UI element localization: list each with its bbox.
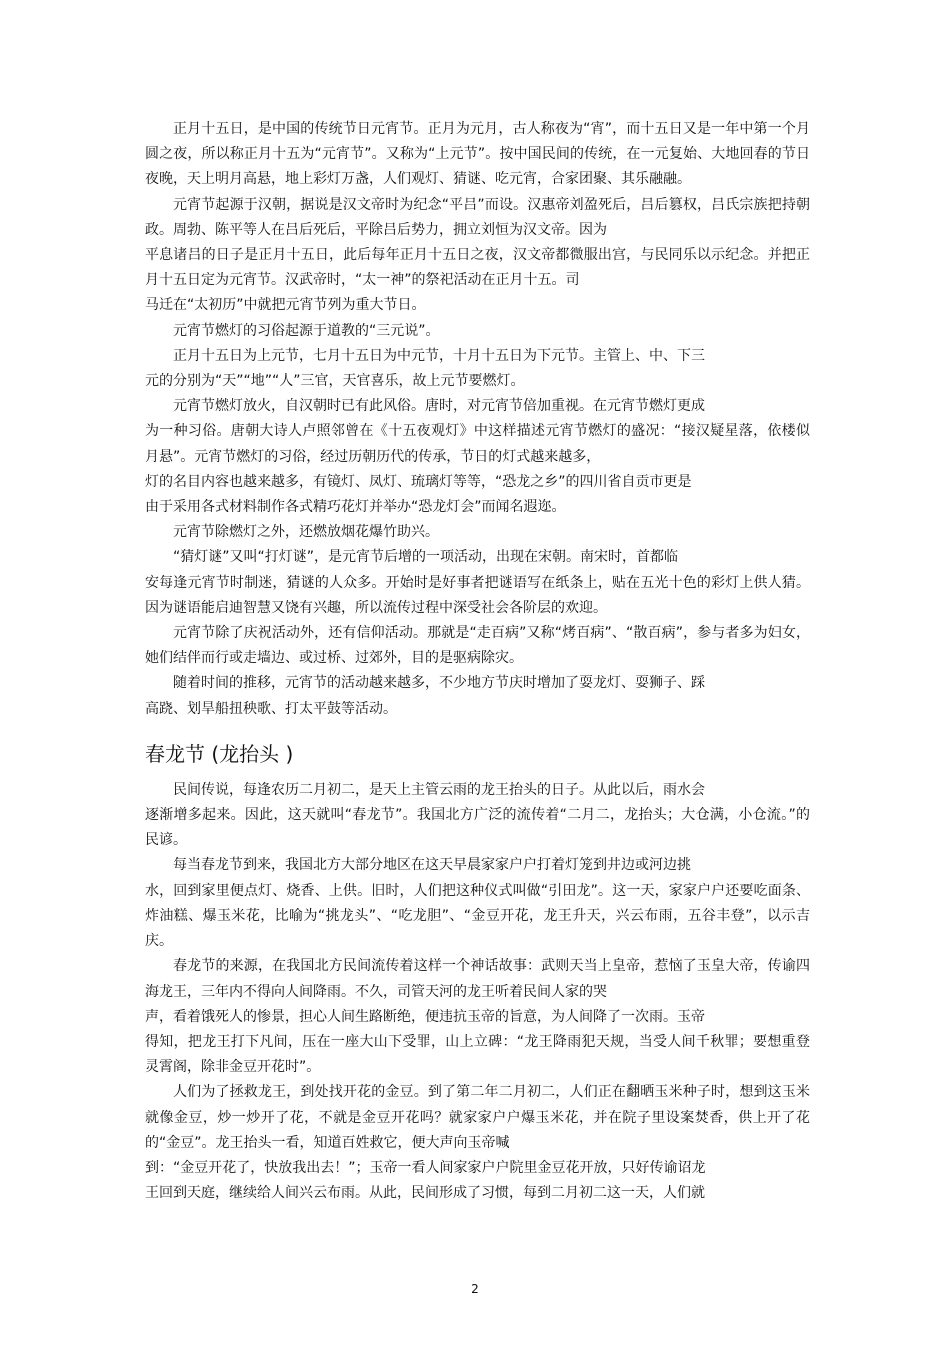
paragraph: 元宵节起源于汉朝，据说是汉文帝时为纪念“平吕”而设。汉惠帝刘盈死后，吕后篡权，吕氏宗族把持朝政。周勃、陈平等人在吕后死后，平除吕后势力，拥立刘恒为汉文帝。因为 平息诸吕的日子是正月十五日，此后每年正月十五日之夜，汉文帝都微服出宫，与民同乐以示纪念。并把正月十五日定为元宵节。汉武帝时，“太一神”的祭祀活动在正月十五。司 马迁在“太初历”中就把元宵节列为重大节日。 — [145, 196, 810, 314]
paragraph: 人们为了拯救龙王，到处找开花的金豆。到了第二年二月初二，人们正在翻晒玉米种子时，想到这玉米就像金豆，炒一炒开了花，不就是金豆开花吗？就家家户户爆玉米花，并在院子里设案焚香，供上开了花的“金豆”。龙王抬头一看，知道百姓救它，便大声向玉帝喊 到：“金豆开花了，快放我出去！”；玉帝一看人间家家户户院里金豆花开放，只好传谕诏龙 王回到天庭，继续给人间兴云布雨。从此，民间形成了习惯，每到二月初二这一天，人们就 — [145, 1084, 810, 1202]
body-text — [145, 117, 810, 1206]
paragraph: “猜灯谜”又叫“打灯谜”，是元宵节后增的一项活动，出现在宋朝。南宋时，首都临 安每逢元宵节时制迷，猜谜的人众多。开始时是好事者把谜语写在纸条上，贴在五光十色的彩灯上供人猜。因为谜语能启迪智慧又饶有兴趣，所以流传过程中深受社会各阶层的欢迎。 — [145, 549, 810, 616]
paragraph: 元宵节除了庆祝活动外，还有信仰活动。那就是“走百病”又称“烤百病”、“散百病”，参与者多为妇女，她们结伴而行或走墙边、或过桥、过郊外，目的是驱病除灾。 — [145, 625, 810, 667]
paragraph: 春龙节的来源，在我国北方民间流传着这样一个神话故事：武则天当上皇帝，惹恼了玉皇大帝，传谕四海龙王，三年内不得向人间降雨。不久，司管天河的龙王听着民间人家的哭 声，看着饿死人的惨景，担心人间生路断绝，便违抗玉帝的旨意，为人间降了一次雨。玉帝 得知，把龙王打下凡间，压在一座大山下受罪，山上立碑：“龙王降雨犯天规，当受人间千秋罪；要想重登灵霄阁，除非金豆开花时”。 — [145, 958, 810, 1076]
paragraph: 正月十五日为上元节，七月十五日为中元节，十月十五日为下元节。主管上、中、下三 元的分别为“天”“地”“人”三官，天官喜乐，故上元节要燃灯。 — [145, 347, 705, 390]
paragraph: 民间传说，每逢农历二月初二，是天上主管云雨的龙王抬头的日子。从此以后，雨水会 逐渐增多起来。因此，这天就叫“春龙节”。我国北方广泛的流传着“二月二，龙抬头；大仓满，小仓流。”的民谚。 — [145, 781, 810, 849]
paragraph: 元宵节燃灯的习俗起源于道教的“三元说”。 — [173, 322, 440, 339]
section-heading: 春龙节 (龙抬头 ) — [145, 741, 294, 766]
paragraph: 随着时间的推移，元宵节的活动越来越多，不少地方节庆时增加了耍龙灯、耍狮子、踩 高跷、划旱船扭秧歌、打太平鼓等活动。 — [145, 675, 705, 717]
paragraph: 元宵节除燃灯之外，还燃放烟花爆竹助兴。 — [173, 524, 439, 541]
paragraph: 元宵节燃灯放火，自汉朝时已有此风俗。唐时，对元宵节倍加重视。在元宵节燃灯更成 为一种习俗。唐朝大诗人卢照邻曾在《十五夜观灯》中这样描述元宵节燃灯的盛况：“接汉疑星落，依楼似月悬”。元宵节燃灯的习俗，经过历朝历代的传承，节日的灯式越来越多， 灯的名目内容也越来越多，有镜灯、凤灯、琉璃灯等等，“恐龙之乡”的四川省自贡市更是 由于采用各式材料制作各式精巧花灯并举办“恐龙灯会”而闻名遐迩。 — [145, 398, 810, 516]
paragraph: 每当春龙节到来，我国北方大部分地区在这天早晨家家户户打着灯笼到井边或河边挑 水，回到家里便点灯、烧香、上供。旧时，人们把这种仪式叫做“引田龙”。这一天，家家户户还要吃面条、炸油糕、爆玉米花，比喻为“挑龙头”、“吃龙胆”、“金豆开花，龙王升天，兴云布雨，五谷丰登”，以示吉庆。 — [145, 857, 810, 950]
paragraph: 正月十五日，是中国的传统节日元宵节。正月为元月，古人称夜为“宵”，而十五日又是一年中第一个月圆之夜，所以称正月十五为“元宵节”。又称为“上元节”。按中国民间的传统，在一元复始、大地回春的节日夜晚，天上明月高悬，地上彩灯万盏，人们观灯、猜谜、吃元宵，合家团聚、其乐融融。 — [145, 121, 810, 188]
page-number: 2 — [471, 1282, 479, 1296]
